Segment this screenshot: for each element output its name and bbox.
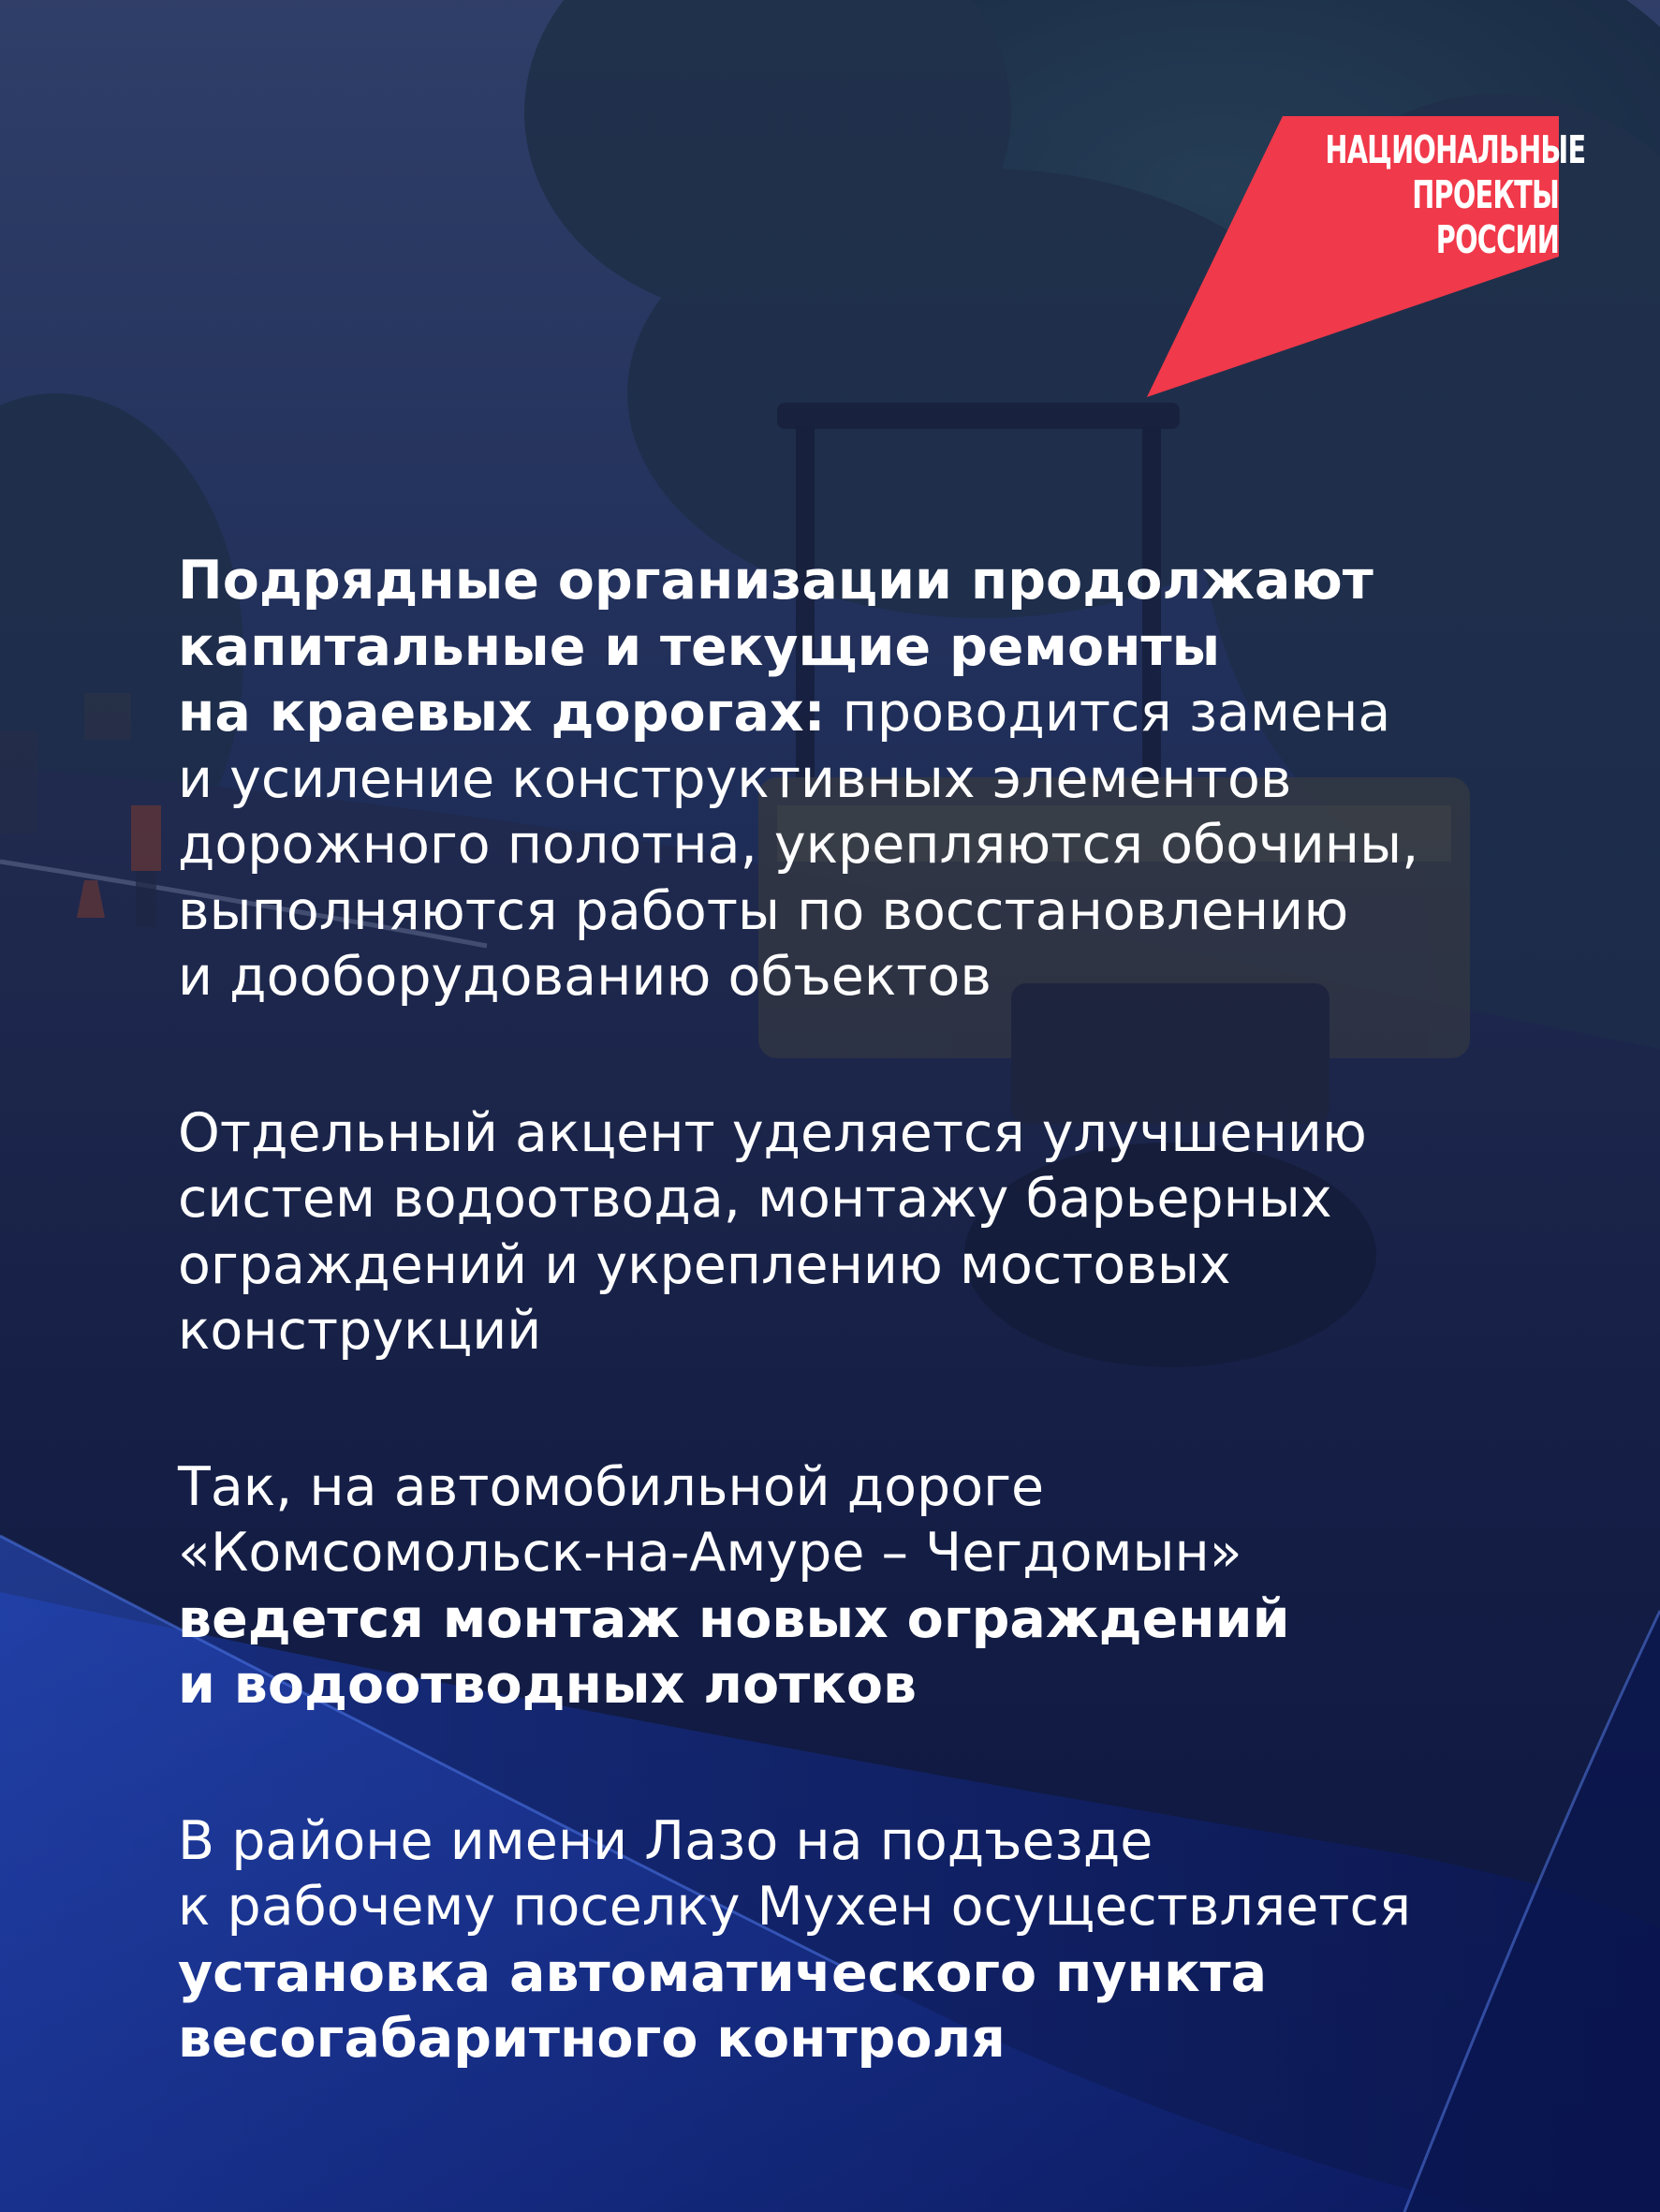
text-line — [178, 1298, 1601, 1364]
text-line — [178, 1520, 1601, 1586]
text-line — [178, 680, 1601, 746]
main-text — [178, 548, 1601, 2162]
logo-line: РОССИИ — [1435, 217, 1559, 262]
regular-text: к рабочему поселку Мухен осуществляется — [178, 1876, 1412, 1938]
text-line — [178, 1586, 1601, 1653]
text-line — [178, 2006, 1601, 2072]
bold-text: весогабаритного контроля — [178, 2008, 1006, 2070]
text-line — [178, 1940, 1601, 2007]
text-line — [178, 746, 1601, 813]
paragraph — [178, 548, 1601, 1010]
national-projects-logo — [1147, 116, 1586, 406]
text-line — [178, 1808, 1601, 1875]
regular-text: и усиление конструктивных элементов — [178, 747, 1292, 810]
paragraph — [178, 1100, 1601, 1364]
text-line — [178, 878, 1601, 945]
text-line — [178, 812, 1601, 878]
regular-text: систем водоотвода, монтажу барьерных — [178, 1168, 1332, 1230]
bold-text: установка автоматического пункта — [178, 1941, 1268, 2004]
regular-text: проводится замена — [825, 682, 1391, 744]
text-line — [178, 548, 1601, 614]
bold-text: на краевых дорогах: — [178, 682, 826, 744]
text-line — [178, 1454, 1601, 1521]
regular-text: ограждений и укреплению мостовых — [178, 1233, 1231, 1296]
logo-line: ПРОЕКТЫ — [1412, 172, 1559, 217]
paragraph — [178, 1808, 1601, 2072]
text-line — [178, 614, 1601, 681]
regular-text: и дооборудованию объектов — [178, 946, 992, 1008]
logo-text — [1325, 127, 1586, 262]
text-line — [178, 1232, 1601, 1299]
regular-text: Так, на автомобильной дороге — [178, 1455, 1045, 1518]
text-line — [178, 1166, 1601, 1232]
logo-line: НАЦИОНАЛЬНЫЕ — [1325, 127, 1586, 172]
regular-text: «Комсомольск-на-Амуре – Чегдомын» — [178, 1522, 1242, 1584]
bold-text: капитальные и текущие ремонты — [178, 615, 1221, 678]
text-line — [178, 1874, 1601, 1940]
regular-text: В районе имени Лазо на подъезде — [178, 1809, 1153, 1872]
text-line — [178, 1100, 1601, 1167]
regular-text: дорожного полотна, укрепляются обочины, — [178, 814, 1419, 876]
text-line — [178, 944, 1601, 1010]
bold-text: и водоотводных лотков — [178, 1654, 918, 1716]
regular-text: выполняются работы по восстановлению — [178, 879, 1349, 942]
paragraph — [178, 1454, 1601, 1718]
bold-text: ведется монтаж новых ограждений — [178, 1587, 1290, 1650]
regular-text: конструкций — [178, 1300, 542, 1362]
bold-text: Подрядные организации продолжают — [178, 550, 1374, 612]
text-line — [178, 1652, 1601, 1718]
regular-text: Отдельный акцент уделяется улучшению — [178, 1101, 1367, 1164]
